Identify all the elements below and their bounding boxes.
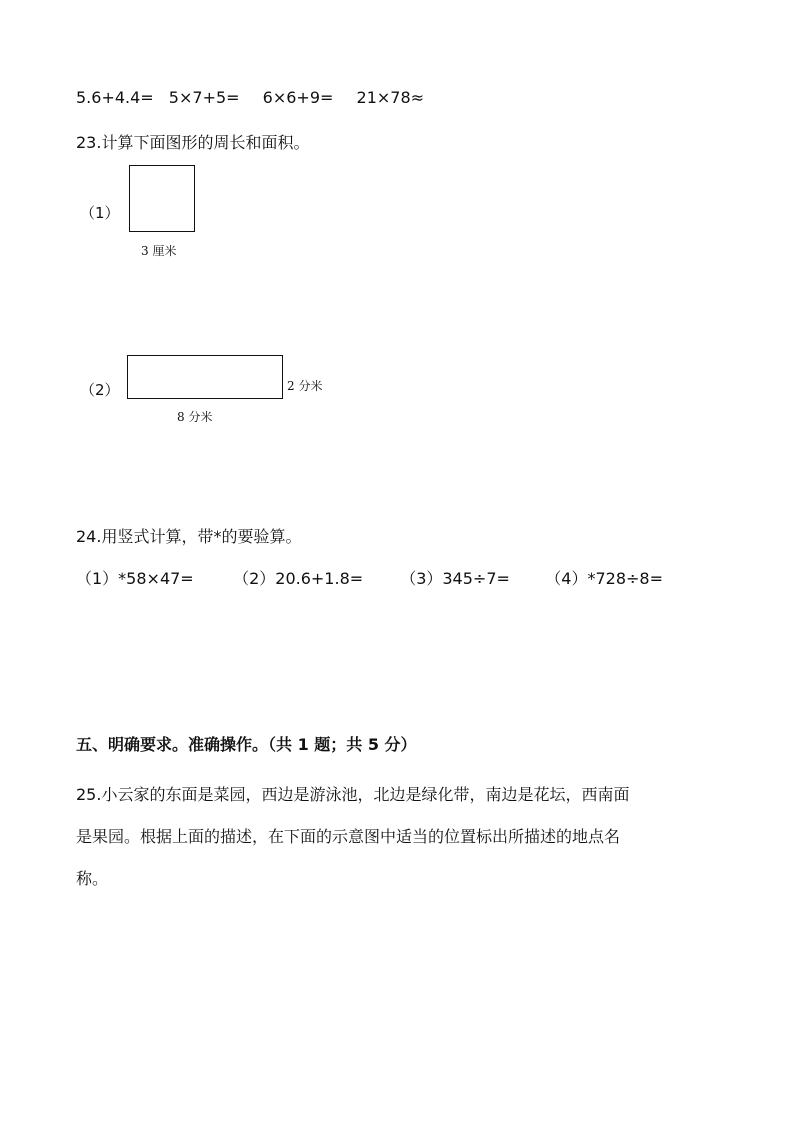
q24-title: 24.用竖式计算，带*的要验算。 [76,527,302,546]
rectangle-width-label: 8 分米 [177,410,213,424]
q24-items [76,566,663,589]
equation-3: 6×6+9= [262,88,334,107]
equation-2: 5×7+5= [168,88,240,107]
q24-item-4: （4）*728÷8= [545,569,663,588]
rectangle-figure [127,355,283,399]
section-heading: 五、明确要求。准确操作。（共 1 题；共 5 分） [76,735,417,754]
q24-item-1: （1）*58×47= [76,569,194,588]
q25-line-1: 25.小云家的东面是菜园，西边是游泳池，北边是绿化带，南边是花坛，西南面 [76,785,630,804]
square-side-label: 3 厘米 [141,244,177,258]
q23-title: 23.计算下面图形的周长和面积。 [76,133,310,152]
q25-line-3: 称。 [76,869,109,888]
equation-1: 5.6+4.4= [76,88,154,107]
q23-fig1-label: （1） [80,204,120,222]
rectangle-height-label: 2 分米 [287,379,323,393]
q23-fig2-label: （2） [80,381,120,399]
equation-4: 21×78≈ [356,88,425,107]
q25-line-2: 是果园。根据上面的描述，在下面的示意图中适当的位置标出所描述的地点名 [76,827,621,846]
q24-item-2: （2）20.6+1.8= [233,569,364,588]
square-figure [129,165,195,232]
q24-item-3: （3）345÷7= [400,569,510,588]
equation-row [76,88,424,107]
